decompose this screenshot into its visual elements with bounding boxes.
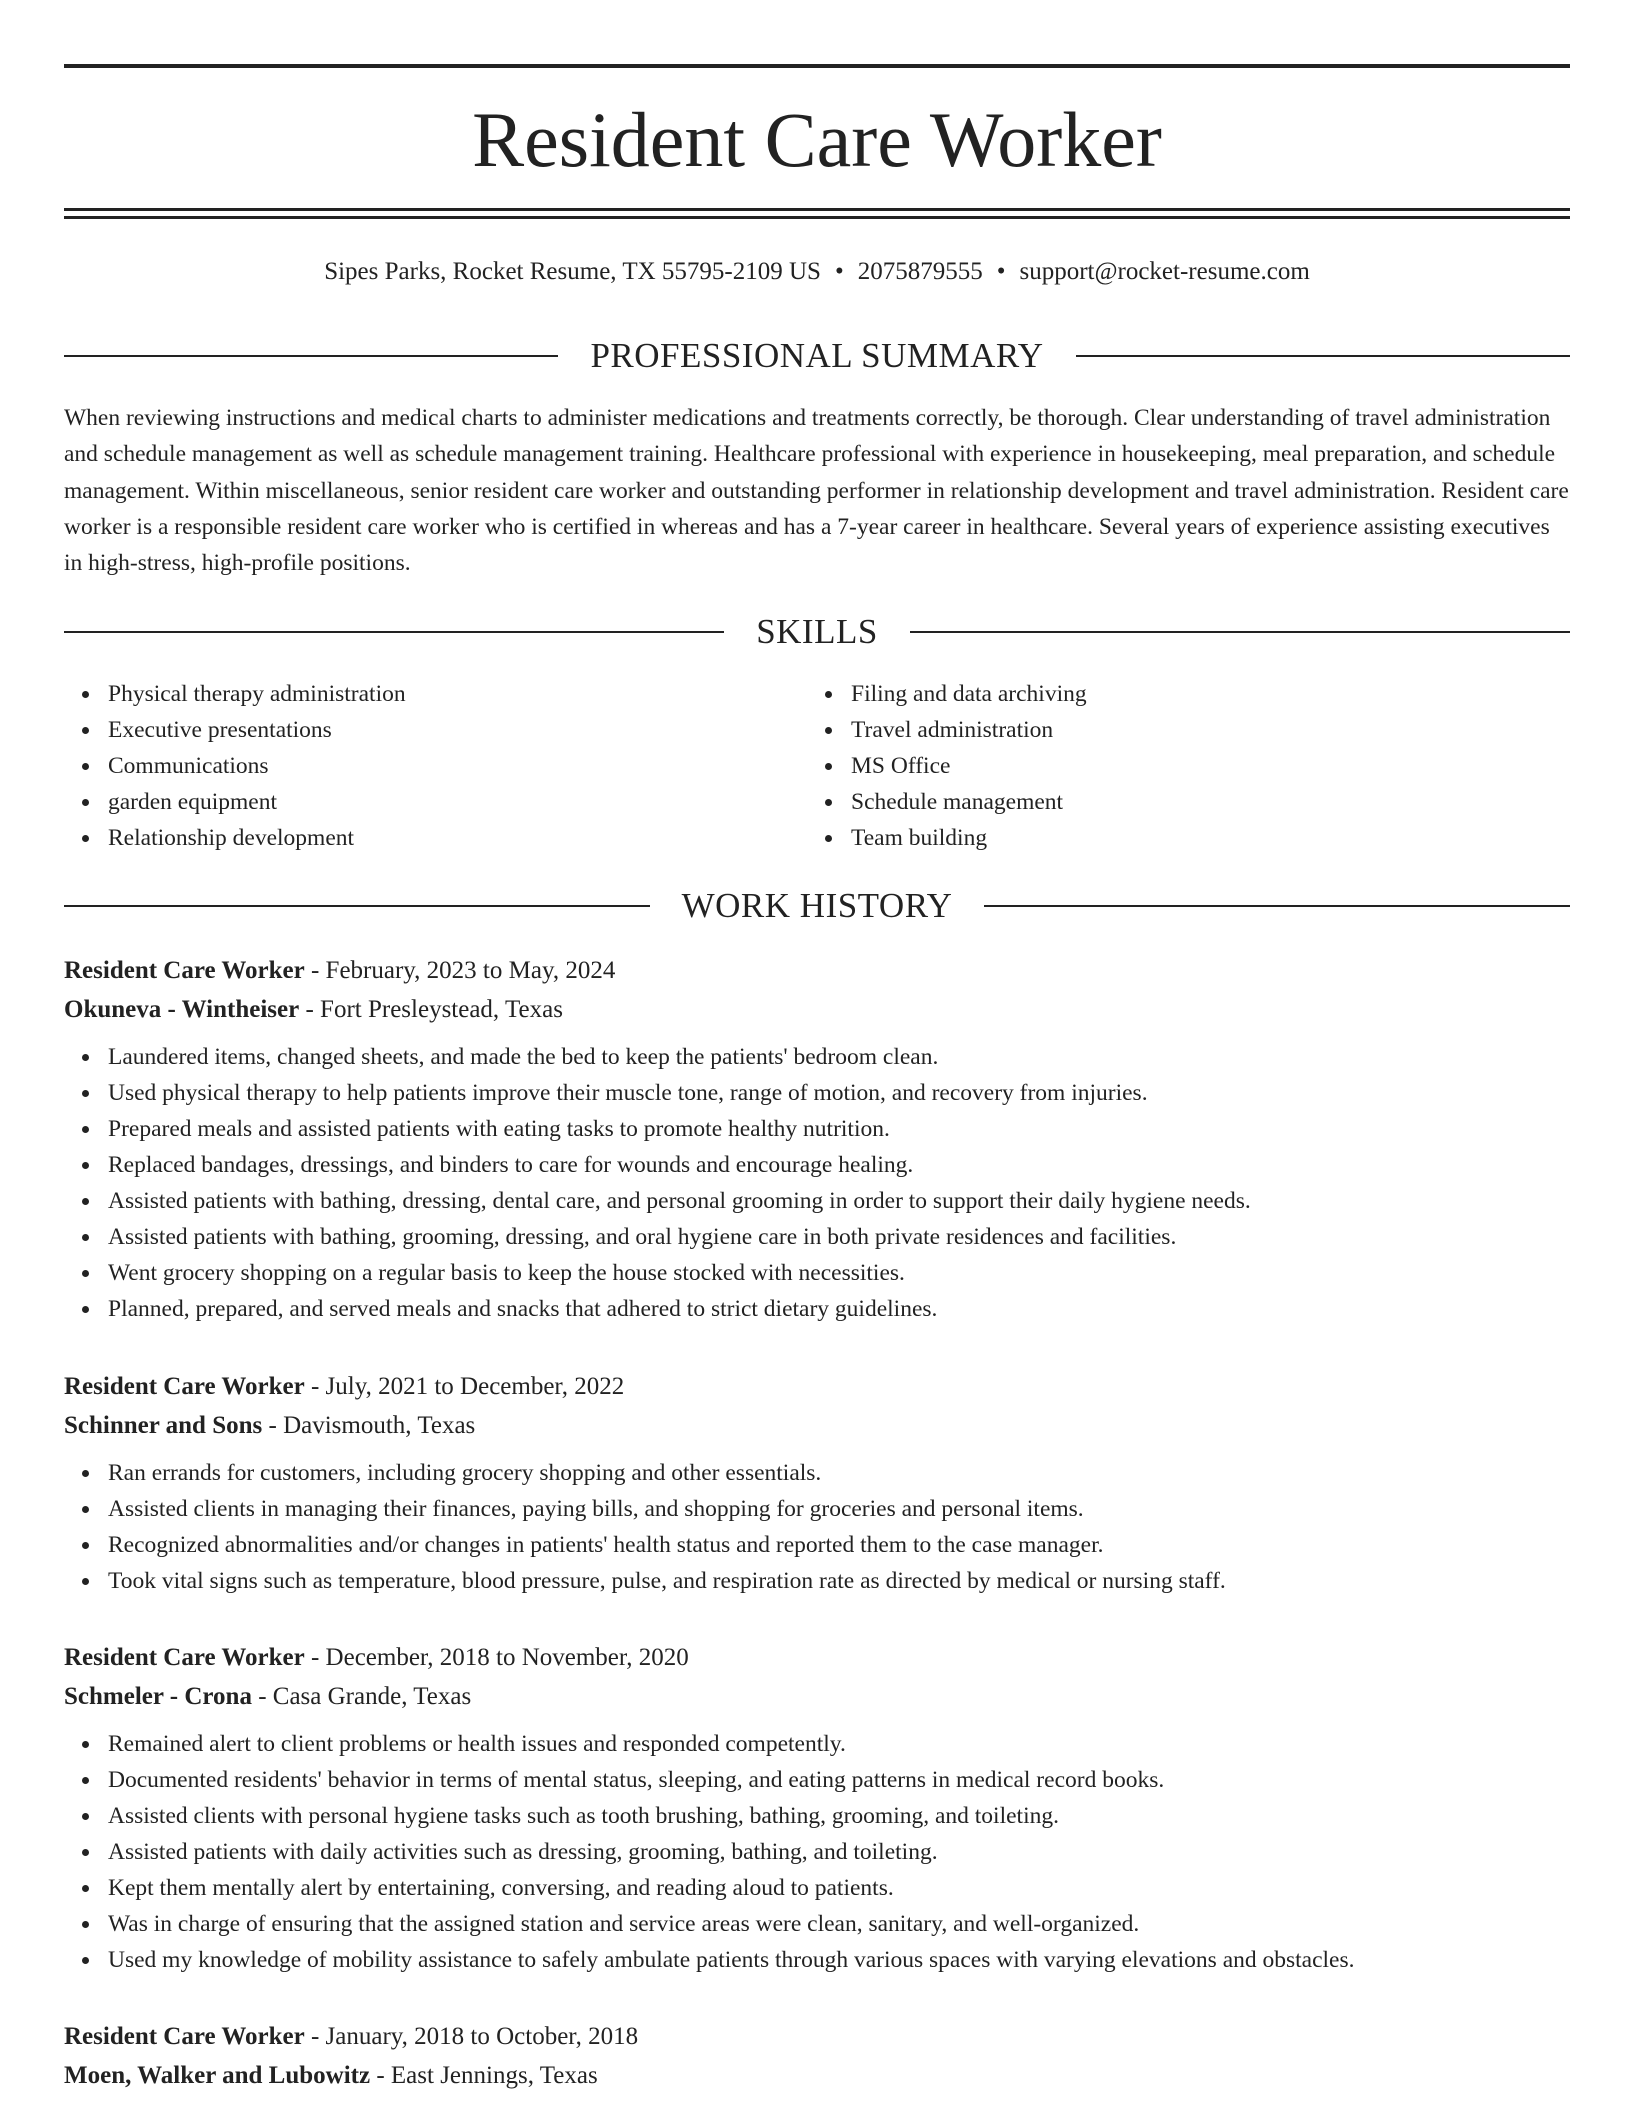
job-entry: [64, 2017, 1570, 2095]
duty-item: Documented residents' behavior in terms of mental status, sleeping, and eating patterns in medical record books.: [108, 1762, 1570, 1798]
job-dates: - December, 2018 to November, 2020: [304, 1644, 689, 1671]
skills-column-left: [64, 676, 807, 856]
job-title: Resident Care Worker: [64, 957, 305, 984]
job-employer: Okuneva - Wintheiser: [64, 996, 300, 1023]
job-title: Resident Care Worker: [64, 1373, 305, 1400]
contact-phone: 2075879555: [857, 258, 983, 285]
job-duties: [64, 1455, 1570, 1599]
skill-item: garden equipment: [108, 784, 807, 820]
job-role-line: [64, 951, 1570, 990]
contact-separator: •: [996, 258, 1006, 285]
duty-item: Used my knowledge of mobility assistance to safely ambulate patients through various spaces with varying elevations and obstacles.: [108, 1942, 1570, 1978]
heading-rule-right: [1076, 355, 1570, 357]
title-rule-lower: [64, 216, 1570, 219]
duty-item: Assisted clients with personal hygiene tasks such as tooth brushing, bathing, grooming, and toileting.: [108, 1798, 1570, 1834]
skill-item: Filing and data archiving: [851, 676, 1570, 712]
job-role-line: [64, 2017, 1570, 2056]
job-employer: Moen, Walker and Lubowitz: [64, 2062, 371, 2089]
skill-item: Communications: [108, 748, 807, 784]
skills-heading-label: SKILLS: [756, 612, 878, 651]
skills-list: [64, 676, 1570, 856]
top-rule: [64, 64, 1570, 68]
summary-heading-label: PROFESSIONAL SUMMARY: [590, 336, 1044, 375]
job-entry: [64, 1638, 1570, 1978]
job-title: Resident Care Worker: [64, 2023, 305, 2050]
job-role-line: [64, 1367, 1570, 1406]
heading-rule-left: [64, 355, 558, 357]
job-dates: - January, 2018 to October, 2018: [304, 2023, 639, 2050]
duty-item: Kept them mentally alert by entertaining, conversing, and reading aloud to patients.: [108, 1870, 1570, 1906]
skills-column-right: [807, 676, 1570, 856]
contact-line: [64, 254, 1570, 290]
work-history-heading: [64, 886, 1570, 926]
skill-item: Physical therapy administration: [108, 676, 807, 712]
skill-item: Schedule management: [851, 784, 1570, 820]
duty-item: Used physical therapy to help patients improve their muscle tone, range of motion, and recovery from injuries.: [108, 1075, 1570, 1111]
contact-separator: •: [834, 258, 844, 285]
job-entry: [64, 951, 1570, 1327]
heading-rule-right: [910, 631, 1570, 633]
duty-item: Went grocery shopping on a regular basis to keep the house stocked with necessities.: [108, 1255, 1570, 1291]
skill-item: MS Office: [851, 748, 1570, 784]
heading-rule-right: [984, 905, 1570, 907]
duty-item: Took vital signs such as temperature, blood pressure, pulse, and respiration rate as directed by medical or nursing staff.: [108, 1563, 1570, 1599]
job-location: - Davismouth, Texas: [262, 1412, 476, 1439]
job-role-line: [64, 1638, 1570, 1677]
job-employer-line: [64, 1406, 1570, 1445]
skill-item: Relationship development: [108, 820, 807, 856]
duty-item: Assisted patients with bathing, grooming, dressing, and oral hygiene care in both private residences and facilities.: [108, 1219, 1570, 1255]
job-duties: [64, 1726, 1570, 1978]
professional-summary: When reviewing instructions and medical charts to administer medications and treatments correctly, be thorough. Clear understanding of travel administration and schedule management as well as schedule management training. Healthcare professional with experience in housekeeping, meal preparation, and schedule management. Within miscellaneous, senior resident care worker and outstanding performer in relationship development and travel administration. Resident care worker is a responsible resident care worker who is certified in whereas and has a 7-year career in healthcare. Several years of experience assisting executives in high-stress, high-profile positions.: [64, 405, 1569, 577]
job-location: - East Jennings, Texas: [370, 2062, 598, 2089]
heading-rule-left: [64, 905, 650, 907]
job-entry: [64, 1367, 1570, 1599]
job-location: - Casa Grande, Texas: [251, 1683, 472, 1710]
duty-item: Laundered items, changed sheets, and made the bed to keep the patients' bedroom clean.: [108, 1039, 1570, 1075]
skill-item: Travel administration: [851, 712, 1570, 748]
summary-heading: [64, 336, 1570, 376]
duty-item: Assisted patients with bathing, dressing, dental care, and personal grooming in order to support their daily hygiene needs.: [108, 1183, 1570, 1219]
job-duties: [64, 1039, 1570, 1327]
duty-item: Planned, prepared, and served meals and snacks that adhered to strict dietary guidelines.: [108, 1291, 1570, 1327]
skill-item: Executive presentations: [108, 712, 807, 748]
work-history-heading-label: WORK HISTORY: [681, 886, 953, 925]
contact-address: Sipes Parks, Rocket Resume, TX 55795-2109 US: [324, 258, 821, 285]
job-employer-line: [64, 2056, 1570, 2095]
skill-item: Team building: [851, 820, 1570, 856]
duty-item: Was in charge of ensuring that the assigned station and service areas were clean, sanitary, and well-organized.: [108, 1906, 1570, 1942]
job-dates: - July, 2021 to December, 2022: [304, 1373, 625, 1400]
job-employer: Schmeler - Crona: [64, 1683, 252, 1710]
job-location: - Fort Presleystead, Texas: [299, 996, 563, 1023]
skills-heading: [64, 612, 1570, 652]
duty-item: Recognized abnormalities and/or changes in patients' health status and reported them to the case manager.: [108, 1527, 1570, 1563]
job-employer-line: [64, 1677, 1570, 1716]
job-employer-line: [64, 990, 1570, 1029]
resume-title: Resident Care Worker: [472, 96, 1162, 183]
job-dates: - February, 2023 to May, 2024: [304, 957, 616, 984]
heading-rule-left: [64, 631, 724, 633]
job-title: Resident Care Worker: [64, 1644, 305, 1671]
duty-item: Replaced bandages, dressings, and binders to care for wounds and encourage healing.: [108, 1147, 1570, 1183]
duty-item: Ran errands for customers, including grocery shopping and other essentials.: [108, 1455, 1570, 1491]
duty-item: Prepared meals and assisted patients with eating tasks to promote healthy nutrition.: [108, 1111, 1570, 1147]
job-employer: Schinner and Sons: [64, 1412, 263, 1439]
duty-item: Remained alert to client problems or health issues and responded competently.: [108, 1726, 1570, 1762]
duty-item: Assisted clients in managing their finances, paying bills, and shopping for groceries and personal items.: [108, 1491, 1570, 1527]
duty-item: Assisted patients with daily activities such as dressing, grooming, bathing, and toileting.: [108, 1834, 1570, 1870]
contact-email[interactable]: support@rocket-resume.com: [1019, 258, 1310, 285]
title-rule-upper: [64, 208, 1570, 211]
